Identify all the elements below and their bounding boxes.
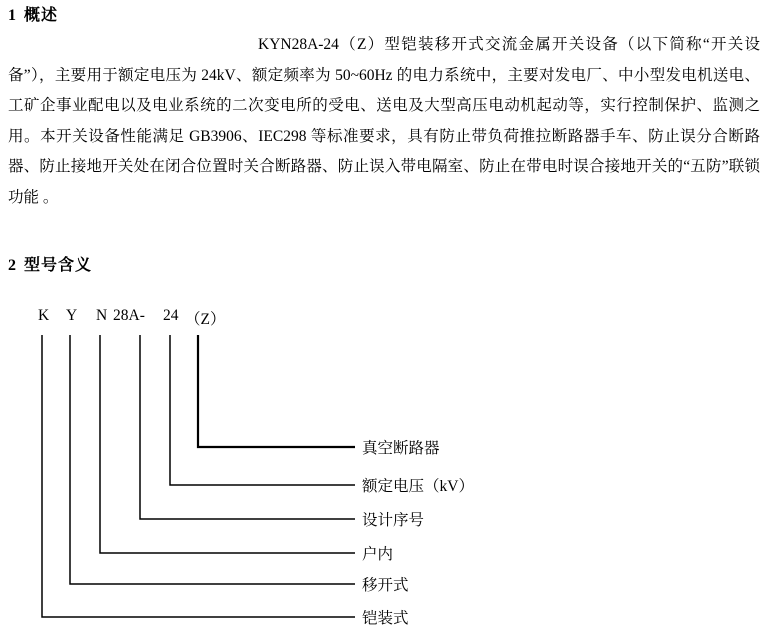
section-title-1: 概述 — [24, 7, 59, 24]
section-title-2: 型号含义 — [24, 257, 93, 274]
section-heading-1 — [8, 2, 58, 25]
leader-label-withdrawable: 移开式 — [362, 577, 409, 594]
leader-label-indoor: 户内 — [362, 546, 394, 563]
leader-label-vacuum-breaker: 真空断路器 — [362, 440, 440, 457]
section-number-1: 1 — [8, 7, 17, 24]
model-code-part-z: （Z） — [185, 311, 226, 328]
leader-label-design-serial: 设计序号 — [362, 512, 425, 529]
model-designation-diagram — [0, 295, 775, 634]
overview-paragraph-text: KYN28A-24（Z）型铠装移开式交流金属开关设备（以下简称“开关设备”），主要用于额定电压为 24kV、额定频率为 50~60Hz 的电力系统中，主要对发电厂、中小型发电机送电、工矿企事业配电以及电业系统的二次变电所的受电、送电及大型高压电动机起动等，实行控制保护、监测之用。本开关设备性能满足 GB3906、IEC298 等标准要求，具有防止带负荷推拉断路器手车、防止误分合断路器、防止接地开关处在闭合位置时关合断路器、防止误入带电隔室、防止在带电时误合接地开关的“五防”联锁功能 。 — [8, 36, 760, 206]
section-heading-2 — [8, 252, 92, 275]
model-code-part-y: Y — [66, 307, 78, 324]
model-code-part-28a: 28A- — [113, 307, 145, 324]
leader-label-rated-voltage: 额定电压（kV） — [362, 478, 474, 495]
section-number-2: 2 — [8, 257, 17, 274]
model-code-part-n: N — [96, 307, 108, 324]
leader-label-armoured: 铠装式 — [362, 610, 409, 627]
model-code-part-24: 24 — [163, 307, 179, 324]
overview-paragraph — [8, 30, 760, 213]
model-code-part-k: K — [38, 307, 50, 324]
